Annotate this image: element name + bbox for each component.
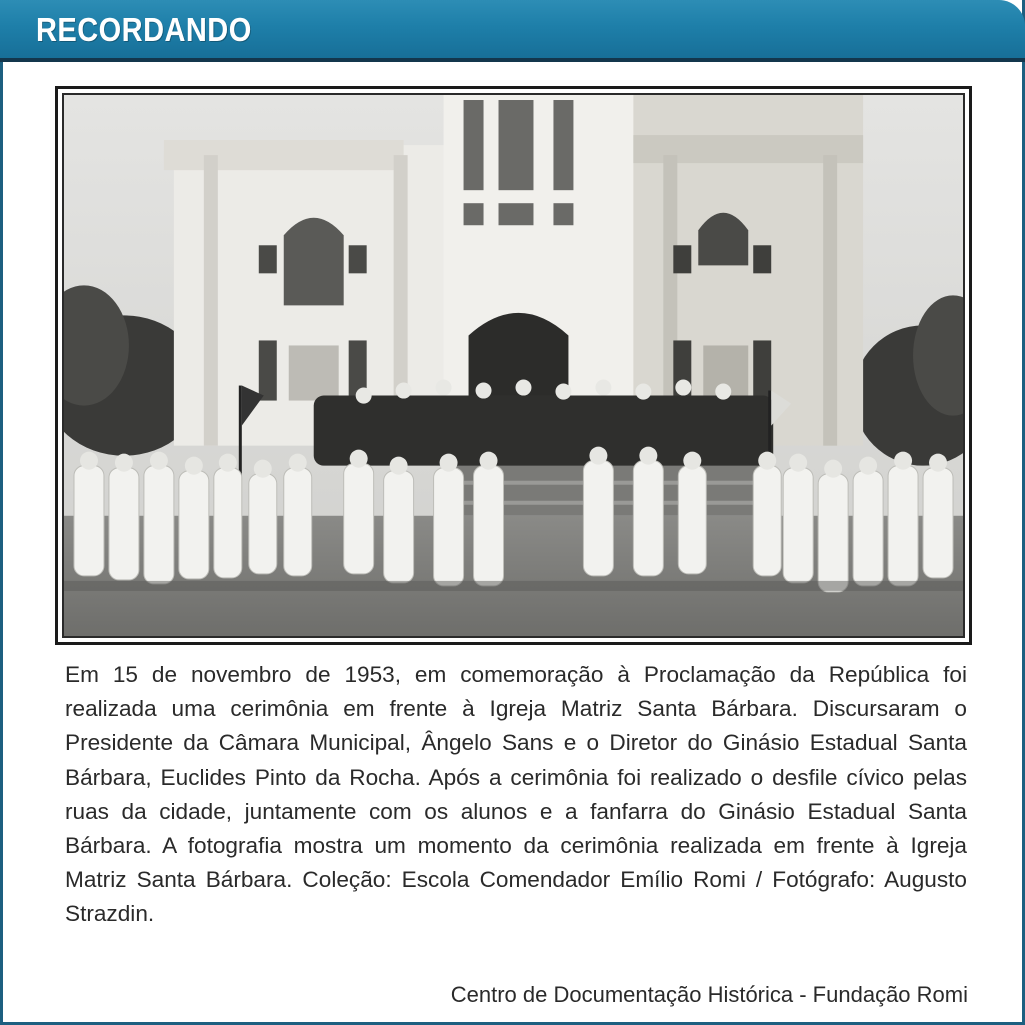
photo-caption: Em 15 de novembro de 1953, em comemoração à Proclamação da República foi realizada uma cerimônia em frente à Igreja Matriz Santa Bárbara. Discursaram o Presidente da Câmara Municipal, Ângelo Sans e o Diretor do Ginásio Estadual Santa Bárbara, Euclides Pinto da Rocha. Após a cerimônia foi realizado o desfile cívico pelas ruas da cidade, juntamente com os alunos e a fanfarra do Ginásio Estadual Santa Bárbara. A fotografia mostra um momento da cerimônia realizada em frente à Igreja Matriz Santa Bárbara. Coleção: Escola Comendador Emílio Romi / Fotógrafo: Augusto Strazdin.	[65, 662, 967, 927]
header-title: RECORDANDO	[36, 11, 252, 48]
header-bar	[0, 0, 1025, 62]
historic-photo	[62, 93, 965, 638]
source-credit: Centro de Documentação Histórica - Fundação Romi	[450, 982, 968, 1007]
photo-church-ceremony-icon	[64, 95, 963, 636]
photo-frame	[55, 86, 972, 645]
